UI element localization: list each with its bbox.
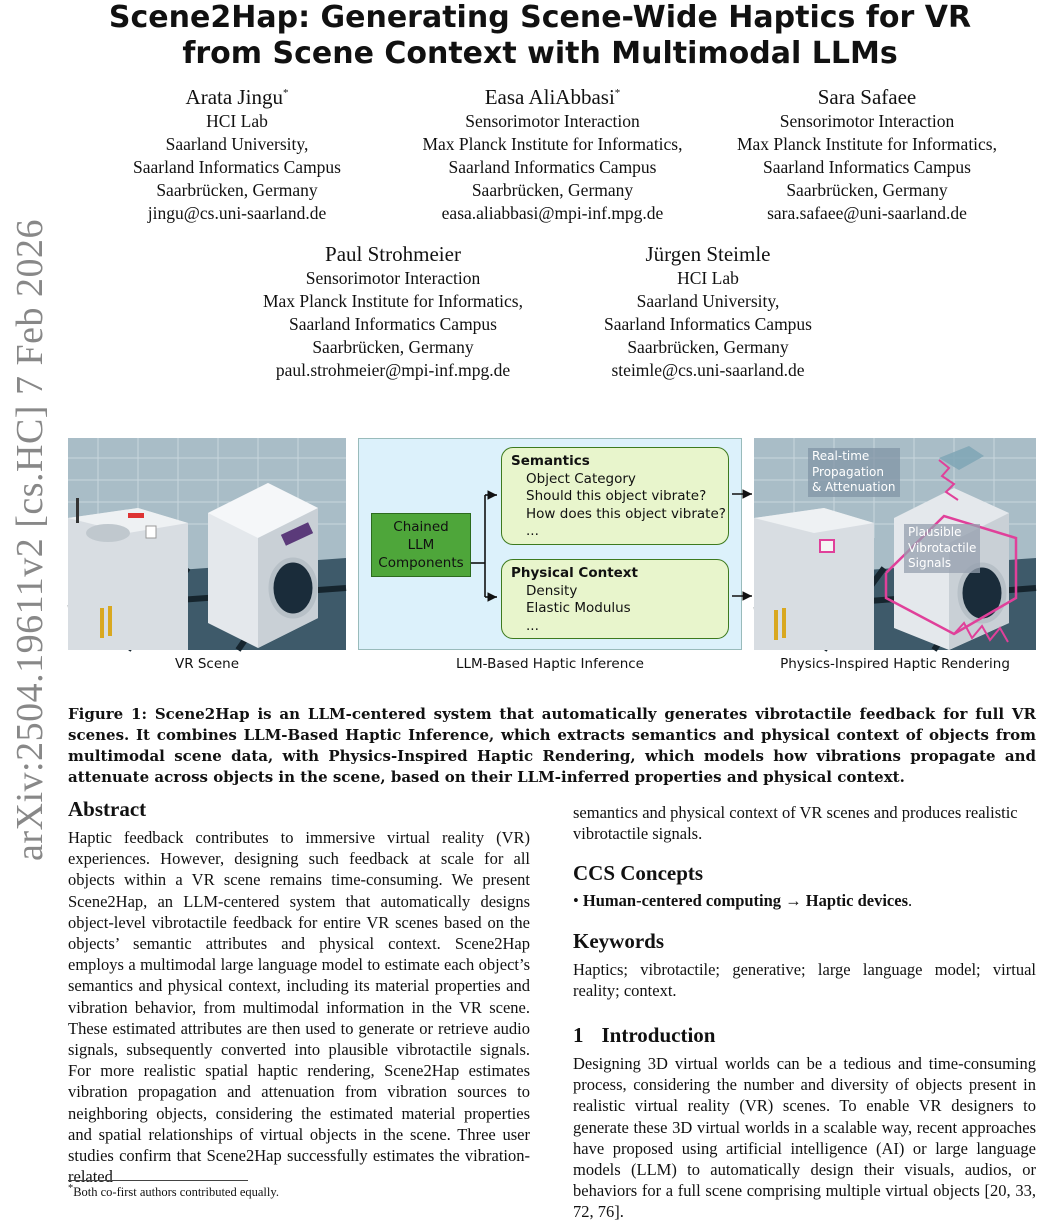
author-block-2: Easa AliAbbasi* Sensorimotor Interaction Max Planck Institute for Informatics, Saarland Informatics Campus Saarbrücken, Germany easa.aliabbasi@mpi-inf.mpg.de (400, 81, 705, 225)
abstract-continuation: semantics and physical context of VR scenes and produces realistic vibrotactile signals. (573, 803, 1018, 844)
semantics-box: Semantics Object Category Should this object vibrate? How does this object vibrate? ... (501, 447, 729, 545)
inference-panel (358, 438, 742, 650)
abstract-heading: Abstract (68, 797, 147, 821)
ccs-bullet: • (573, 891, 579, 910)
author-block-1: Arata Jingu* HCI Lab Saarland University, Saarland Informatics Campus Saarbrücken, Germany jingu@cs.uni-saarland.de (108, 81, 366, 225)
keywords-heading: Keywords (573, 929, 664, 953)
author-block-5: Jürgen Steimle HCI Lab Saarland University, Saarland Informatics Campus Saarbrücken, Germany steimle@cs.uni-saarland.de (582, 238, 834, 382)
panel-caption-rendering: Physics-Inspired Haptic Rendering (780, 656, 1010, 672)
vr-scene-panel (68, 438, 346, 650)
physical-context-box: Physical Context Density Elastic Modulus ... (501, 559, 729, 639)
introduction-text: Designing 3D virtual worlds can be a tedious and time-consuming process, considering the number and diversity of objects present in realistic virtual reality (VR) scenes. To enable VR designers to generate these 3D virtual worlds in a scalable way, recent approaches have proposed using artificial intelligence (AI) or large language models (LLM) to automatically design their visuals, audios, or behaviors for a full scene comprising multiple virtual objects [20, 33, 72, 76]. (573, 1054, 1036, 1222)
author-name: Paul Strohmeier (325, 242, 461, 266)
author-block-4: Paul Strohmeier Sensorimotor Interaction Max Planck Institute for Informatics, Saarland Informatics Campus Saarbrücken, Germany paul.strohmeier@mpi-inf.mpg.de (242, 238, 544, 382)
arxiv-stamp: arXiv:2504.19611v2 [cs.HC] 7 Feb 2026 (9, 219, 52, 861)
panel-caption-vr-scene: VR Scene (174, 656, 240, 672)
author-name: Easa AliAbbasi* (484, 85, 621, 109)
author-name: Jürgen Steimle (645, 242, 771, 266)
label-plausible-signals: Plausible Vibrotactile Signals (904, 524, 980, 573)
footnote: *Both co-first authors contributed equally. (68, 1180, 248, 1200)
keywords-text: Haptics; vibrotactile; generative; large language model; virtual reality; context. (573, 960, 1036, 1001)
rendering-panel (754, 438, 1036, 650)
introduction-heading: 1 Introduction (573, 1023, 716, 1047)
figure-1 (68, 438, 1036, 678)
author-name: Arata Jingu* (185, 85, 289, 109)
chained-llm-box: Chained LLM Components (371, 513, 471, 577)
panel-caption-inference: LLM-Based Haptic Inference (455, 656, 644, 672)
ccs-concepts: • Human-centered computing → Haptic devices. (573, 891, 913, 910)
abstract-text: Haptic feedback contributes to immersive virtual reality (VR) experiences. However, designing such feedback at scale for all objects within a VR scene remains time-consuming. We present Scene2Hap, an LLM-centered system that automatically designs object-level vibrotactile feedback for entire VR scenes based on the objects’ semantic attributes and physical context. Scene2Hap employs a multimodal large language model to estimate each object’s semantics and physical context, including its material properties and vibration behavior, from multimodal information in the VR scene. These estimated attributes are then used to generate or retrieve audio signals, subsequently converted into plausible vibrotactile signals. For more realistic spatial haptic rendering, Scene2Hap estimates vibration propagation and attenuation from vibration sources to neighboring objects, considering the estimated material properties and spatial relationships of virtual objects in the scene. Three user studies confirm that Scene2Hap successfully estimates the vibration-related (68, 828, 530, 1187)
ccs-heading: CCS Concepts (573, 861, 704, 885)
paper-title: Scene2Hap: Generating Scene-Wide Haptics for VR from Scene Context with Multimodal LLMs (108, 0, 972, 71)
label-realtime-propagation: Real-time Propagation & Attenuation (808, 448, 900, 497)
figure-caption: Figure 1: Scene2Hap is an LLM-centered system that automatically generates vibrotactile feedback for full VR scenes. It combines LLM-Based Haptic Inference, which extracts semantics and physical context of objects from multimodal scene data, with Physics-Inspired Haptic Rendering, which models how vibrations propagate and attenuate across objects in the scene, based on their LLM-inferred properties and physical context. (68, 705, 1036, 786)
author-name: Sara Safaee (817, 85, 917, 109)
vr-scene-illustration (68, 438, 346, 650)
ccs-concept-text: Human-centered computing → Haptic devices (582, 891, 908, 910)
author-block-3: Sara Safaee Sensorimotor Interaction Max Planck Institute for Informatics, Saarland Informatics Campus Saarbrücken, Germany sara.safaee@uni-saarland.de (716, 81, 1018, 225)
